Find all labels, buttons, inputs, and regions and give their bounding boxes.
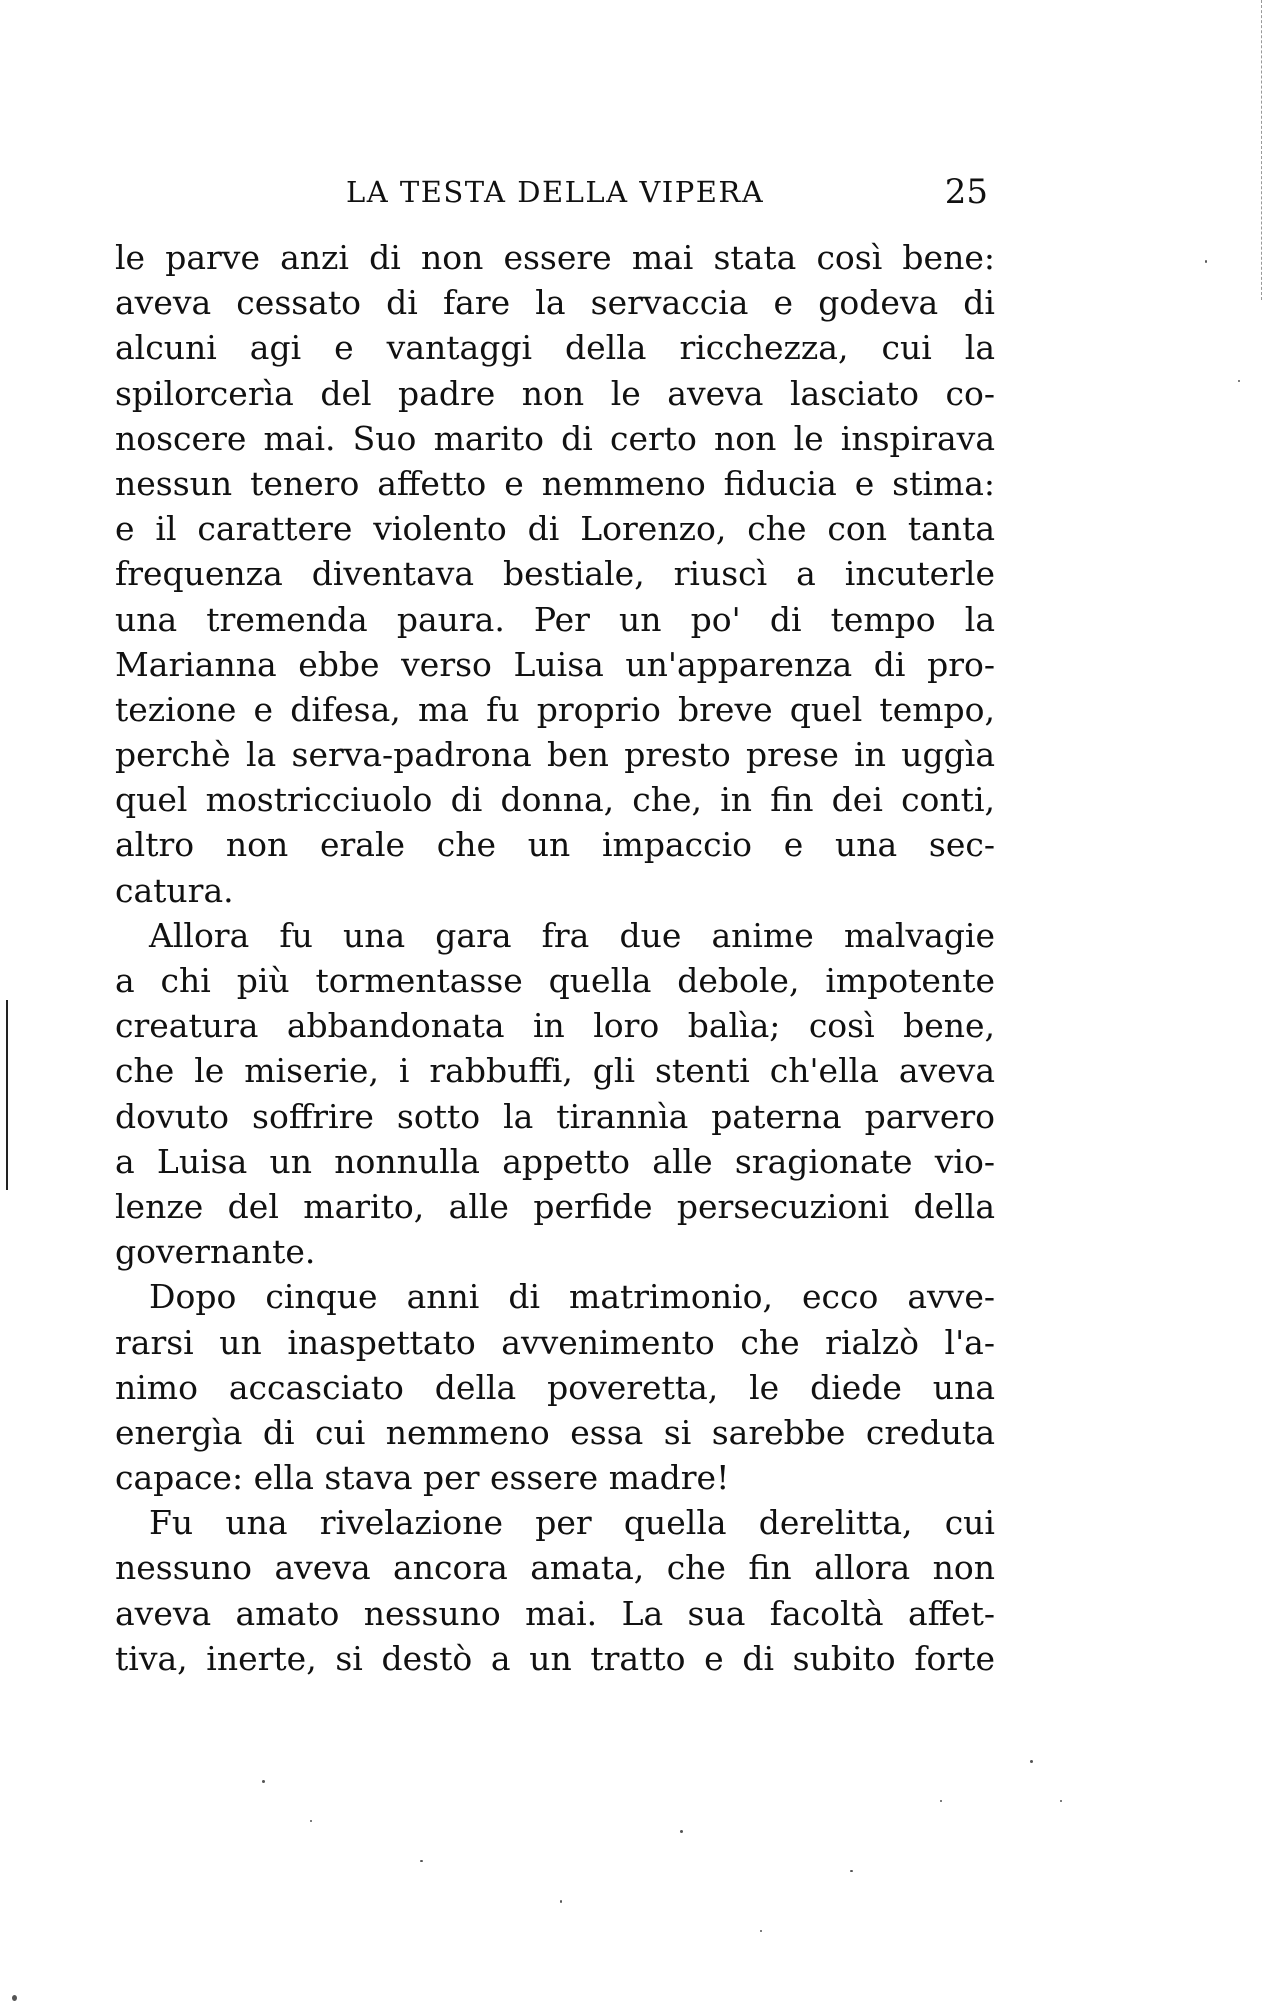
print-speck xyxy=(1238,380,1240,382)
print-speck xyxy=(680,1830,683,1833)
text-line: tezione e difesa, ma fu proprio breve quel tempo, xyxy=(115,689,995,729)
print-speck xyxy=(420,1860,423,1862)
paragraph-end-line: capace: ella stava per essere madre! xyxy=(115,1458,730,1498)
text-line: alcuni agi e vantaggi della ricchezza, cui la xyxy=(115,328,995,368)
text-line: quel mostricciuolo di donna, che, in fin dei conti, xyxy=(115,780,995,820)
left-margin-mark xyxy=(6,1000,8,1190)
text-line: energìa di cui nemmeno essa si sarebbe creduta xyxy=(115,1412,995,1452)
print-speck xyxy=(940,1800,942,1802)
paragraph-start-line: Fu una rivelazione per quella derelitta, cui xyxy=(149,1503,995,1543)
text-line: rarsi un inaspettato avvenimento che rialzò l'a- xyxy=(115,1322,995,1362)
text-line: Marianna ebbe verso Luisa un'apparenza di pro- xyxy=(115,644,995,684)
print-speck xyxy=(760,1930,762,1932)
text-line: tiva, inerte, si destò a un tratto e di subito forte xyxy=(115,1638,995,1678)
text-line: nessuno aveva ancora amata, che fin allora non xyxy=(115,1548,995,1588)
print-speck xyxy=(1030,1760,1033,1763)
print-speck xyxy=(1060,1800,1062,1802)
paragraph-start-line: Dopo cinque anni di matrimonio, ecco avve- xyxy=(149,1277,995,1317)
print-speck xyxy=(310,1820,312,1822)
text-line: a chi più tormentasse quella debole, impotente xyxy=(115,961,995,1000)
text-line: le parve anzi di non essere mai stata così bene: xyxy=(115,238,995,277)
text-line: che le miserie, i rabbuffi, gli stenti ch'ella aveva xyxy=(115,1051,995,1091)
right-margin-mark xyxy=(1261,0,1263,300)
text-line: aveva amato nessuno mai. La sua facoltà affet- xyxy=(115,1593,995,1633)
text-line: frequenza diventava bestiale, riuscì a incuterle xyxy=(115,554,995,594)
print-speck xyxy=(850,1870,853,1872)
text-line: dovuto soffrire sotto la tirannìa paterna parvero xyxy=(115,1096,995,1136)
text-line: perchè la serva-padrona ben presto prese in uggìa xyxy=(115,735,995,775)
running-header xyxy=(118,170,988,214)
body-text xyxy=(115,235,995,1681)
print-speck xyxy=(560,1900,562,1903)
text-line: aveva cessato di fare la servaccia e godeva di xyxy=(115,283,995,323)
page-number: 25 xyxy=(944,172,988,212)
text-line: una tremenda paura. Per un po' di tempo la xyxy=(115,599,995,639)
text-line: creatura abbandonata in loro balìa; così bene, xyxy=(115,1006,995,1046)
text-line: a Luisa un nonnulla appetto alle sragionate vio- xyxy=(115,1141,995,1181)
text-line: nessun tenero affetto e nemmeno fiducia e stima: xyxy=(115,463,995,503)
print-speck xyxy=(262,1780,265,1783)
print-speck xyxy=(1205,260,1207,263)
text-line: spilorcerìa del padre non le aveva lasciato co- xyxy=(115,373,995,413)
running-title: LA TESTA DELLA VIPERA xyxy=(346,175,765,209)
paragraph-end-line: catura. xyxy=(115,870,234,910)
print-speck xyxy=(12,1995,17,2001)
text-line: nimo accasciato della poveretta, le diede una xyxy=(115,1367,995,1407)
text-line: altro non erale che un impaccio e una sec- xyxy=(115,825,995,865)
text-line: noscere mai. Suo marito di certo non le inspirava xyxy=(115,418,995,458)
paragraph-end-line: governante. xyxy=(115,1232,316,1272)
text-line: e il carattere violento di Lorenzo, che con tanta xyxy=(115,509,995,549)
text-line: lenze del marito, alle perfide persecuzioni della xyxy=(115,1186,995,1226)
paragraph-start-line: Allora fu una gara fra due anime malvagie xyxy=(149,915,995,955)
